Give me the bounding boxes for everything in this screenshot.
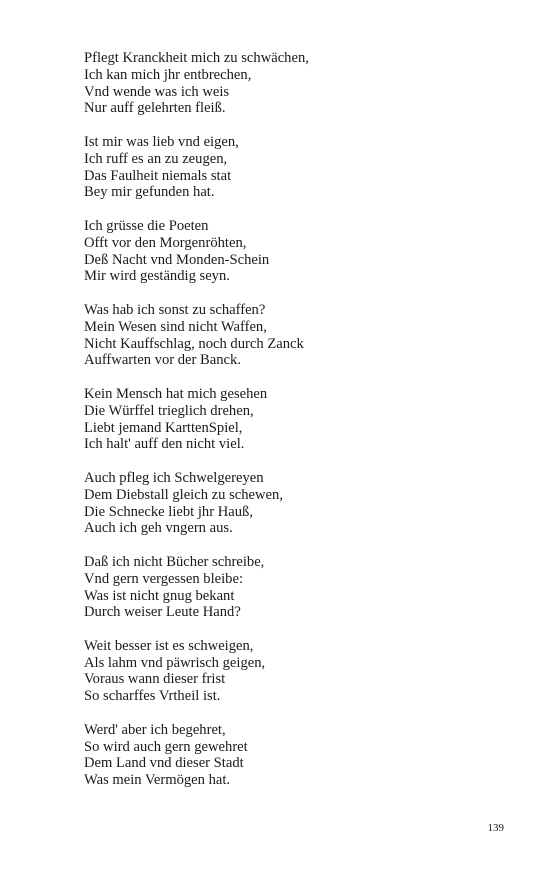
- poem-line: Kein Mensch hat mich gesehen: [84, 385, 268, 402]
- poem-line: Daß ich nicht Bücher schreibe,: [84, 553, 265, 570]
- stanza-1: [84, 50, 504, 117]
- poem-line: Weit besser ist es schweigen,: [84, 637, 254, 654]
- poem-line: Was hab ich sonst zu schaffen?: [84, 301, 266, 318]
- poem-line: So scharffes Vrtheil ist.: [84, 688, 221, 705]
- poem-line: Was ist nicht gnug bekant: [84, 587, 235, 604]
- poem-line: Die Schnecke liebt jhr Hauß,: [84, 503, 253, 520]
- poem-line: Pflegt Kranckheit mich zu schwächen,: [84, 50, 309, 66]
- poem-line: Vnd wende was ich weis: [84, 83, 230, 100]
- poem-line: Werd' aber ich begehret,: [84, 721, 226, 738]
- stanza-9: [84, 722, 504, 789]
- stanza-6: [84, 470, 504, 537]
- poem-line: Das Faulheit niemals stat: [84, 167, 232, 184]
- poem-line: Vnd gern vergessen bleibe:: [84, 570, 243, 587]
- poem-line: Liebt jemand KarttenSpiel,: [84, 419, 243, 436]
- poem-line: Mir wird geständig seyn.: [84, 268, 230, 285]
- poem-line: Was mein Vermögen hat.: [84, 772, 231, 789]
- poem-line: Ist mir was lieb vnd eigen,: [84, 133, 239, 150]
- poem-line: Ich ruff es an zu zeugen,: [84, 150, 228, 167]
- poem-line: Ich grüsse die Poeten: [84, 217, 209, 234]
- poem-line: Auch ich geh vngern aus.: [84, 520, 233, 537]
- poem-line: Durch weiser Leute Hand?: [84, 604, 241, 621]
- poem-line: Bey mir gefunden hat.: [84, 184, 215, 201]
- poem-line: Voraus wann dieser frist: [84, 671, 226, 688]
- poem-line: Offt vor den Morgenröhten,: [84, 234, 247, 251]
- stanza-2: [84, 134, 504, 201]
- stanza-3: [84, 218, 504, 285]
- poem-line: So wird auch gern gewehret: [84, 738, 248, 755]
- poem-line: Ich halt' auff den nicht viel.: [84, 436, 245, 453]
- poem-line: Auch pfleg ich Schwelgereyen: [84, 469, 264, 486]
- poem-line: Dem Land vnd dieser Stadt: [84, 755, 244, 772]
- poem-line: Dem Diebstall gleich zu schewen,: [84, 486, 283, 503]
- stanza-7: [84, 554, 504, 621]
- poem-line: Mein Wesen sind nicht Waffen,: [84, 318, 267, 335]
- poem-line: Nur auff gelehrten fleiß.: [84, 100, 226, 117]
- poem-line: Deß Nacht vnd Monden-Schein: [84, 251, 270, 268]
- page-number: 139: [487, 822, 504, 834]
- poem: [84, 50, 504, 806]
- poem-line: Als lahm vnd päwrisch geigen,: [84, 654, 266, 671]
- stanza-8: [84, 638, 504, 705]
- poem-line: Die Würffel trieglich drehen,: [84, 402, 254, 419]
- poem-line: Ich kan mich jhr entbrechen,: [84, 66, 252, 83]
- stanza-5: [84, 386, 504, 453]
- poem-line: Auffwarten vor der Banck.: [84, 352, 241, 369]
- poem-line: Nicht Kauffschlag, noch durch Zanck: [84, 335, 304, 352]
- stanza-4: [84, 302, 504, 369]
